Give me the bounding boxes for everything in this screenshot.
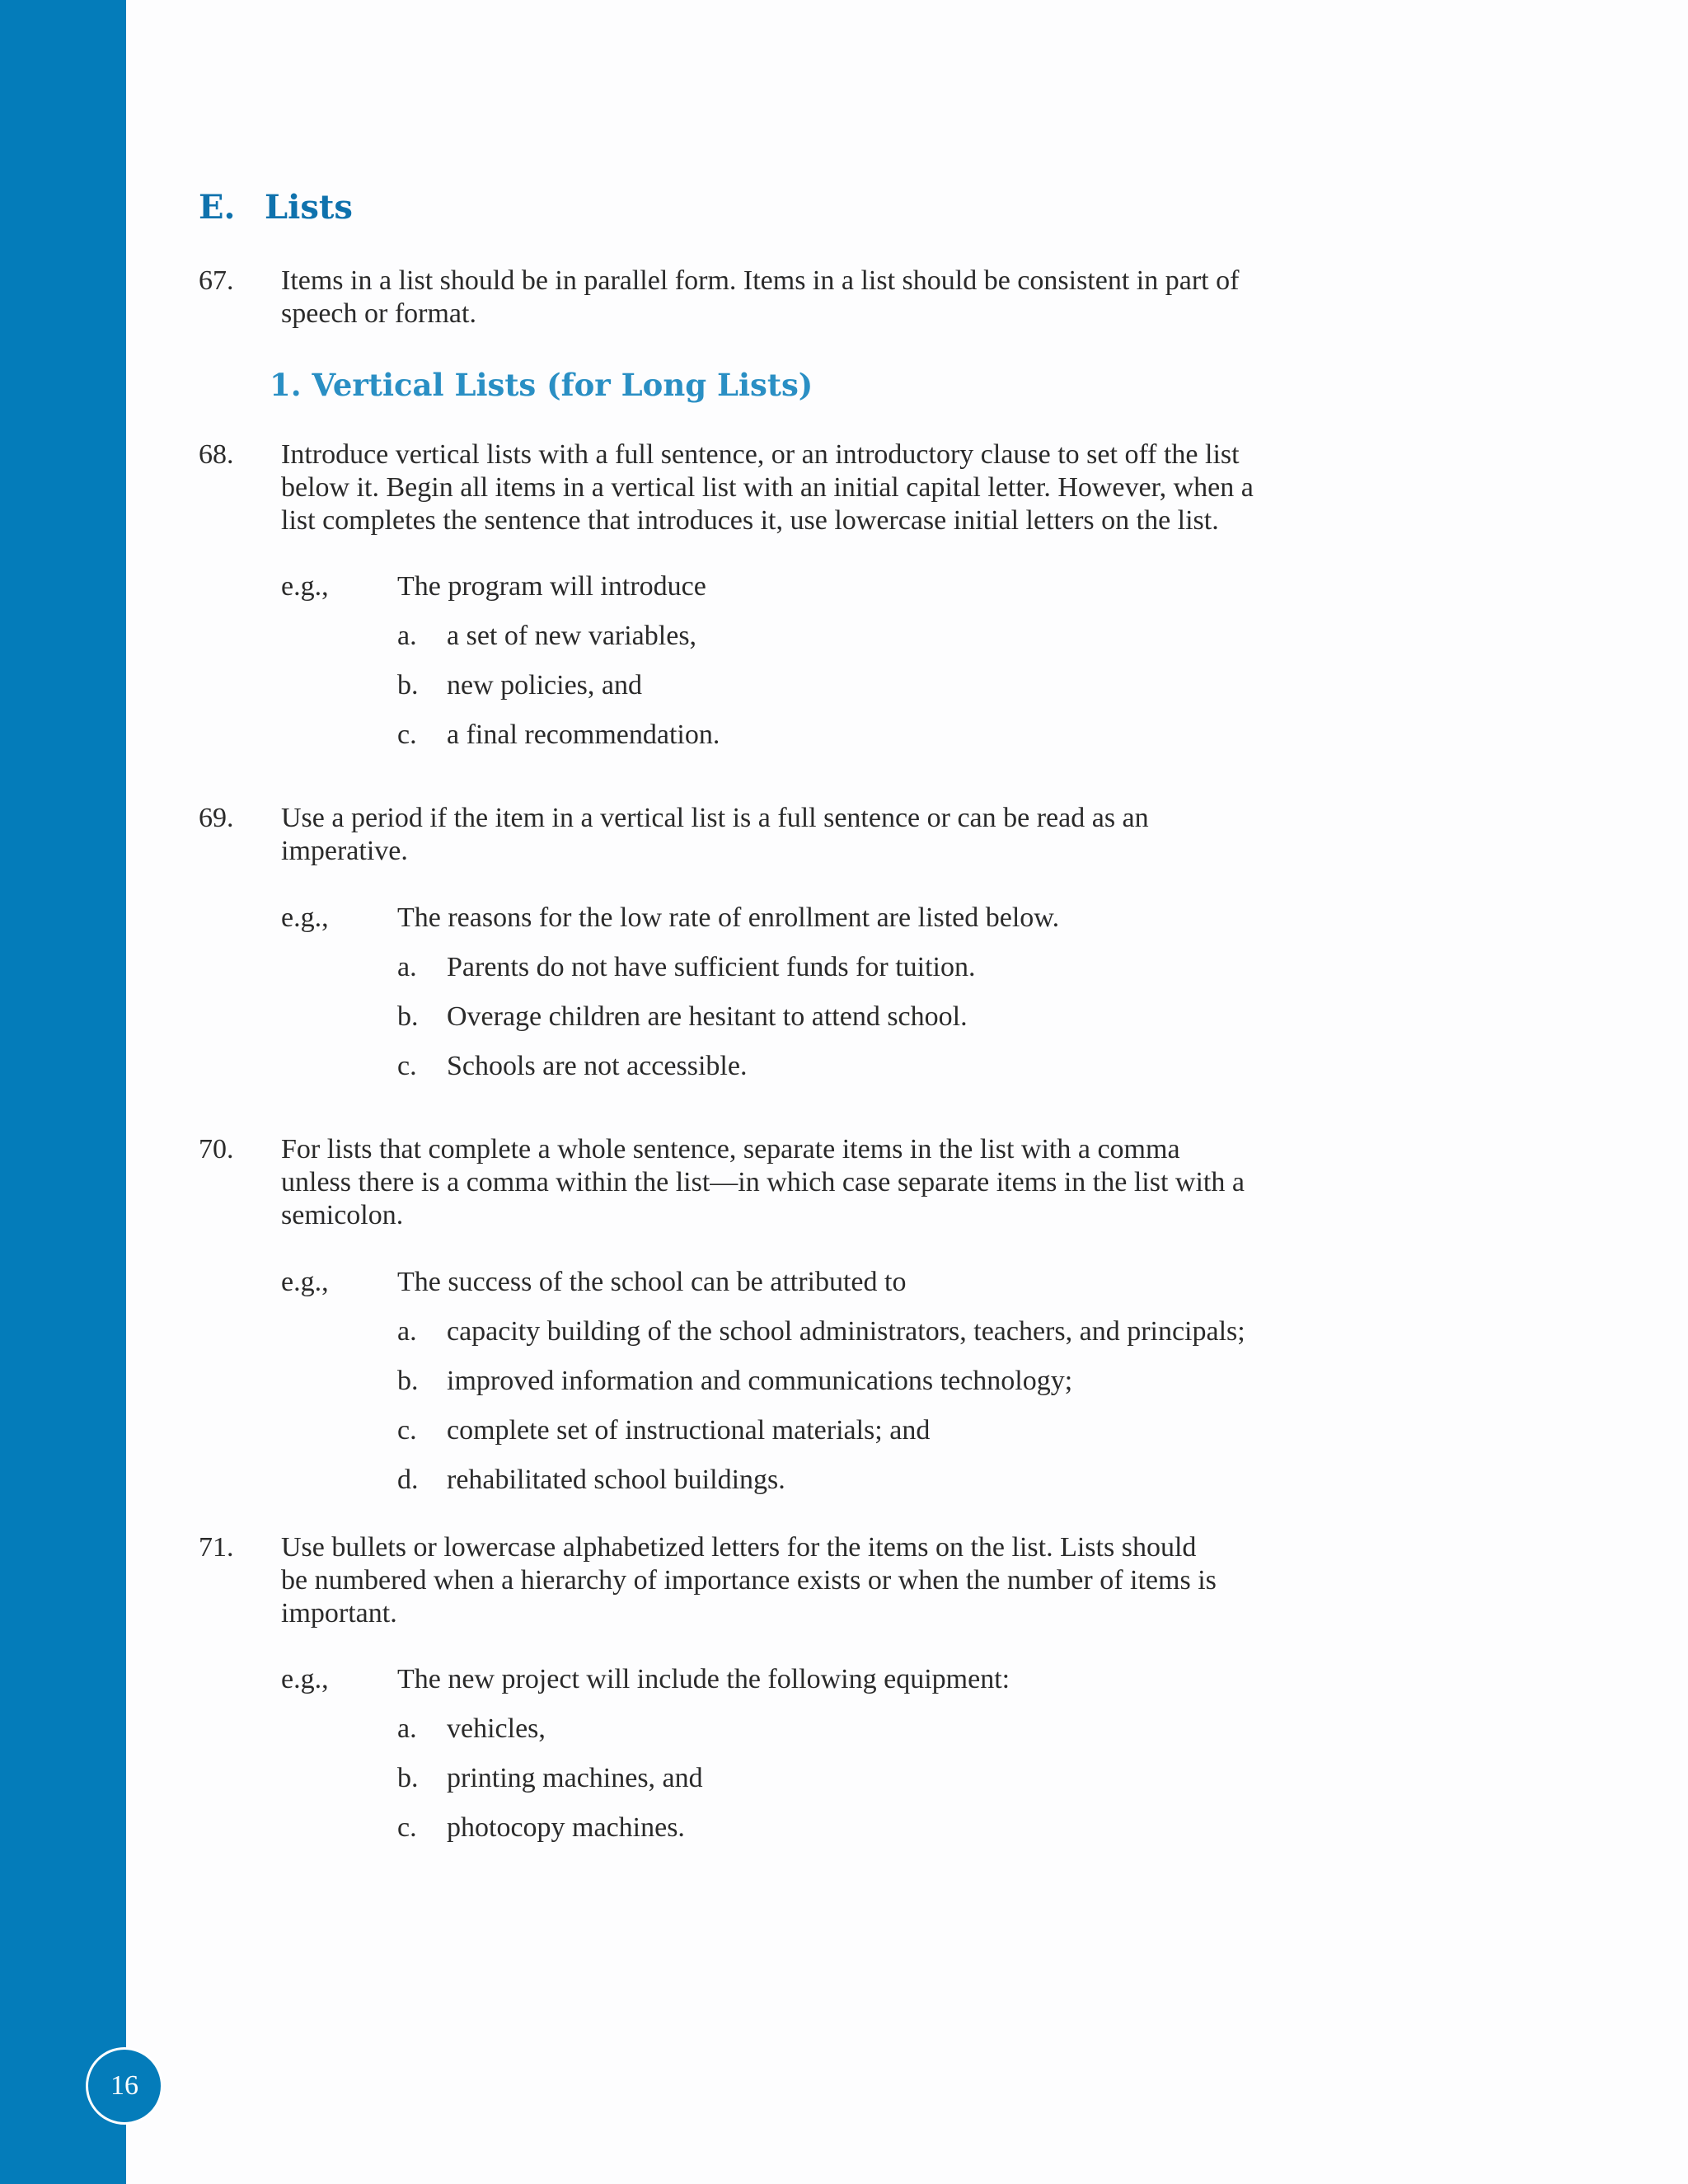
sidebar-band	[0, 0, 126, 2184]
example-intro: The success of the school can be attributed to	[397, 1267, 907, 1297]
rule-line: Use bullets or lowercase alphabetized letters for the items on the list. Lists should	[281, 1532, 1197, 1563]
example-intro: The reasons for the low rate of enrollment are listed below.	[397, 902, 1060, 933]
section-heading	[199, 188, 353, 227]
list-item-text: Schools are not accessible.	[447, 1051, 748, 1081]
list-item-text: printing machines, and	[447, 1763, 703, 1793]
list-item-text: Overage children are hesitant to attend school.	[447, 1001, 968, 1032]
rule-line: list completes the sentence that introduces it, use lowercase initial letters on the list.	[281, 505, 1219, 536]
rule-text	[281, 438, 1501, 537]
list-item-text: Parents do not have sufficient funds for tuition.	[447, 952, 976, 982]
page-number: 16	[110, 2070, 138, 2101]
section-title: Lists	[265, 188, 353, 227]
list-item-mark: c.	[397, 1812, 417, 1843]
list-item	[397, 620, 696, 653]
list-item-mark: c.	[397, 1415, 417, 1446]
list-item-text: capacity building of the school administrators, teachers, and principals;	[447, 1316, 1245, 1347]
list-item-mark: a.	[397, 952, 417, 982]
list-item-mark: c.	[397, 1051, 417, 1081]
rule-number: 70.	[199, 1134, 234, 1165]
list-item	[397, 1414, 930, 1447]
rule-text	[281, 265, 1501, 330]
list-item-text: new policies, and	[447, 670, 642, 701]
example-intro: The new project will include the following equipment:	[397, 1664, 1010, 1694]
list-item	[397, 951, 975, 984]
rule-line: Introduce vertical lists with a full sentence, or an introductory clause to set off the list	[281, 439, 1240, 470]
rule-line: imperative.	[281, 836, 408, 866]
list-item-text: photocopy machines.	[447, 1812, 685, 1843]
list-item	[397, 719, 720, 752]
rule-line: speech or format.	[281, 298, 476, 329]
list-item-text: a set of new variables,	[447, 621, 697, 651]
rule-number: 67.	[199, 265, 234, 296]
rule-text	[281, 802, 1501, 868]
rule-number: 71.	[199, 1532, 234, 1563]
example-label: e.g.,	[281, 1267, 329, 1297]
rule-line: For lists that complete a whole sentence, separate items in the list with a comma	[281, 1134, 1180, 1165]
rule-line: semicolon.	[281, 1200, 404, 1230]
rule-text	[281, 1531, 1501, 1630]
page-number-badge	[86, 2047, 163, 2125]
rule-line: unless there is a comma within the list—in which case separate items in the list with a	[281, 1167, 1245, 1197]
list-item-text: a final recommendation.	[447, 719, 720, 750]
list-item	[397, 1713, 546, 1746]
list-item-mark: d.	[397, 1465, 419, 1495]
rule-number: 68.	[199, 439, 234, 470]
rule-number: 69.	[199, 803, 234, 833]
list-item-text: complete set of instructional materials; and	[447, 1415, 931, 1446]
list-item-mark: b.	[397, 1366, 419, 1396]
rule-line: below it. Begin all items in a vertical list with an initial capital letter. However, when a	[281, 472, 1254, 503]
list-item-text: rehabilitated school buildings.	[447, 1465, 785, 1495]
list-item-text: vehicles,	[447, 1713, 546, 1744]
list-item	[397, 1050, 747, 1083]
list-item	[397, 669, 642, 702]
rule-line: Items in a list should be in parallel form. Items in a list should be consistent in part of	[281, 265, 1240, 296]
example-label: e.g.,	[281, 902, 329, 933]
list-item-mark: a.	[397, 621, 417, 651]
list-item	[397, 1762, 703, 1795]
example-intro: The program will introduce	[397, 571, 706, 602]
list-item-mark: a.	[397, 1316, 417, 1347]
list-item-mark: b.	[397, 1763, 419, 1793]
list-item-mark: b.	[397, 1001, 419, 1032]
list-item	[397, 1464, 785, 1497]
list-item	[397, 1001, 968, 1033]
rule-text	[281, 1133, 1501, 1232]
list-item-mark: b.	[397, 670, 419, 701]
rule-line: be numbered when a hierarchy of importance exists or when the number of items is	[281, 1565, 1217, 1596]
rule-line: important.	[281, 1598, 397, 1629]
subsection-heading: 1. Vertical Lists (for Long Lists)	[270, 367, 814, 403]
list-item	[397, 1365, 1072, 1398]
list-item-mark: c.	[397, 719, 417, 750]
list-item	[397, 1315, 1245, 1348]
rule-line: Use a period if the item in a vertical list is a full sentence or can be read as an	[281, 803, 1149, 833]
list-item-text: improved information and communications technology;	[447, 1366, 1073, 1396]
example-label: e.g.,	[281, 571, 329, 602]
example-label: e.g.,	[281, 1664, 329, 1694]
list-item-mark: a.	[397, 1713, 417, 1744]
list-item	[397, 1811, 685, 1844]
section-letter: E.	[199, 188, 236, 227]
